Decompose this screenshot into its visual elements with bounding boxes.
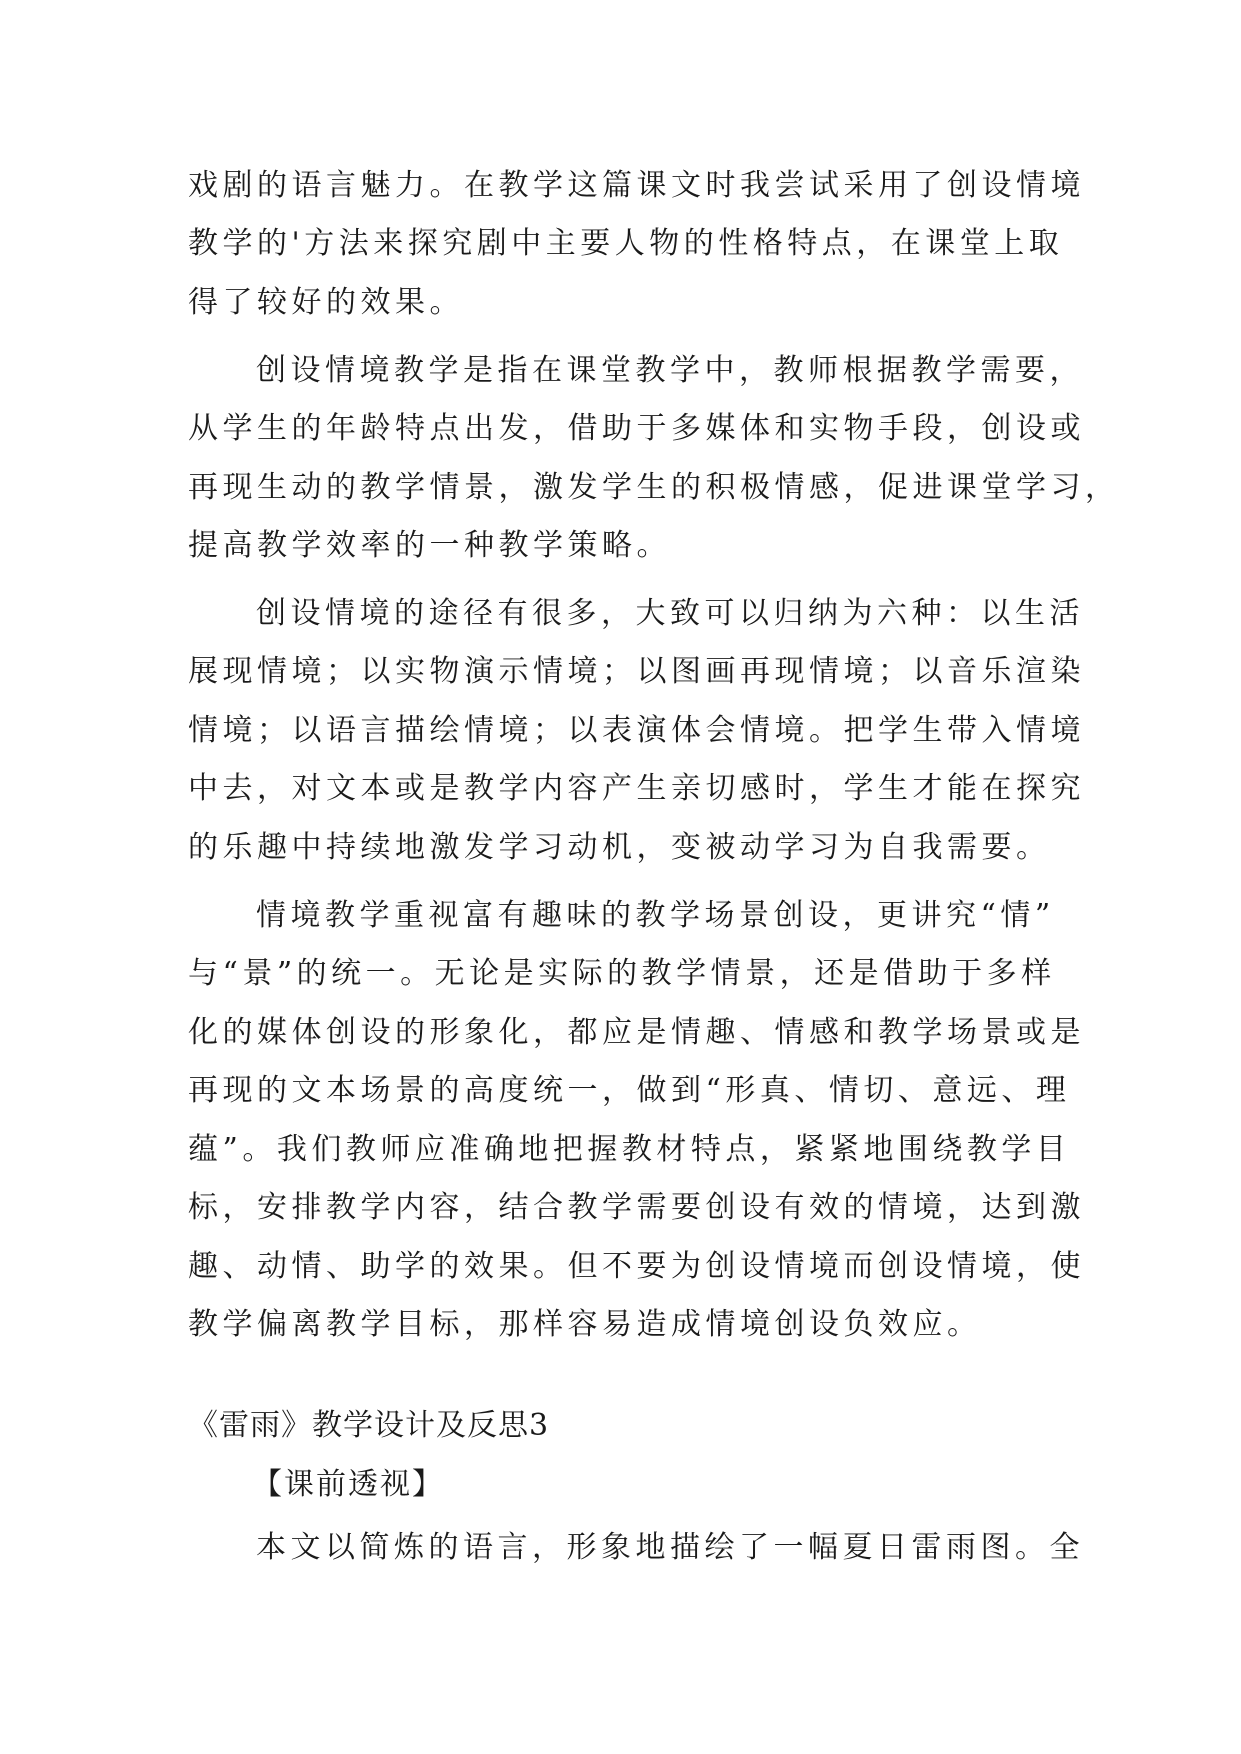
paragraph-3-line-3: 情境；以语言描绘情境；以表演体会情境。把学生带入情境 <box>188 713 1085 748</box>
paragraph-4-line-6: 标，安排教学内容，结合教学需要创设有效的情境，达到激 <box>188 1190 1085 1225</box>
paragraph-1-line-2: 教学的'方法来探究剧中主要人物的性格特点，在课堂上取 <box>188 226 1064 261</box>
paragraph-4-line-1: 情境教学重视富有趣味的教学场景创设，更讲究“情” <box>256 898 1055 933</box>
paragraph-4-line-8: 教学偏离教学目标，那样容易造成情境创设负效应。 <box>188 1307 982 1342</box>
paragraph-3-line-4: 中去，对文本或是教学内容产生亲切感时，学生才能在探究 <box>188 771 1085 806</box>
paragraph-2-line-2: 从学生的年龄特点出发，借助于多媒体和实物手段，创设或 <box>188 411 1085 446</box>
paragraph-3-line-1: 创设情境的途径有很多，大致可以归纳为六种：以生活 <box>256 596 1084 631</box>
paragraph-2-line-1: 创设情境教学是指在课堂教学中，教师根据教学需要， <box>256 353 1084 388</box>
paragraph-5-line-1: 本文以简炼的语言，形象地描绘了一幅夏日雷雨图。全 <box>256 1530 1084 1565</box>
section-title: 《雷雨》教学设计及反思3 <box>188 1408 550 1443</box>
paragraph-2-line-4: 提高教学效率的一种教学策略。 <box>188 528 671 563</box>
paragraph-4-line-2: 与“景”的统一。无论是实际的教学情景，还是借助于多样 <box>188 956 1056 991</box>
paragraph-3-line-5: 的乐趣中持续地激发学习动机，变被动学习为自我需要。 <box>188 830 1051 865</box>
paragraph-2-line-3: 再现生动的教学情景，激发学生的积极情感，促进课堂学习， <box>188 470 1120 505</box>
paragraph-4-line-4: 再现的文本场景的高度统一，做到“形真、情切、意远、理 <box>188 1073 1071 1108</box>
paragraph-4-line-3: 化的媒体创设的形象化，都应是情趣、情感和教学场景或是 <box>188 1015 1085 1050</box>
paragraph-1-line-1: 戏剧的语言魅力。在教学这篇课文时我尝试采用了创设情境 <box>188 168 1085 203</box>
paragraph-4-line-7: 趣、动情、助学的效果。但不要为创设情境而创设情境，使 <box>188 1249 1085 1284</box>
paragraph-4-line-5: 蕴”。我们教师应准确地把握教材特点，紧紧地围绕教学目 <box>188 1132 1071 1167</box>
paragraph-1-line-3: 得了较好的效果。 <box>188 285 464 320</box>
paragraph-3-line-2: 展现情境；以实物演示情境；以图画再现情境；以音乐渲染 <box>188 654 1085 689</box>
subsection-label: 【课前透视】 <box>252 1467 444 1502</box>
